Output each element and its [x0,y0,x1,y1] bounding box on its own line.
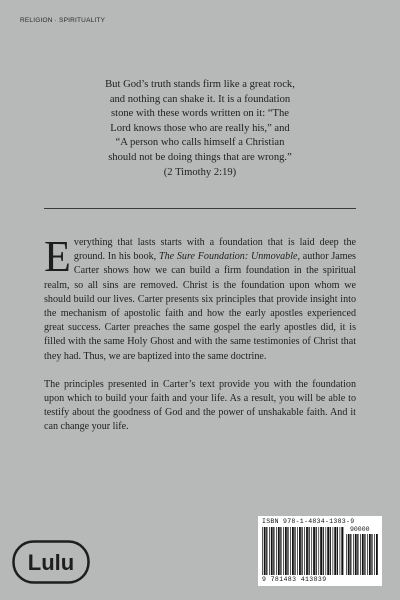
barcode-bar [290,527,291,575]
barcode-bar [283,527,284,575]
barcode-bar [262,527,263,575]
quote-line: should not be doing things that are wrong.” [108,151,292,163]
description-paragraph-1 [44,232,356,364]
scripture-quote [40,78,360,180]
book-description [44,232,356,449]
barcode-bar [374,534,375,575]
barcode-bar [364,534,365,575]
barcode-bar [337,527,338,575]
barcode-bar [269,527,270,575]
barcode-bar [264,527,266,575]
barcode-bar [294,527,295,575]
paragraph-text: author James Carter shows how we can build a firm foundation in the spiritual realm, so all sins are removed. Christ is the foundation upon whom we should build our lives. Carter presents six principles that provide insight into the mechanism of apostolic faith and how the early apostles experienced great success. Carter preaches the same gospel the early apostles did, it is filled with the same Holy Ghost and with the same testimonies of Christ that they had. Thus, we are baptized into the same doctrine. [44,251,356,362]
price-addon-text: 90000 [350,526,370,533]
barcode-bar [367,534,368,575]
barcode-bar [323,527,324,575]
barcode-bar [334,527,336,575]
barcode-digits: 9 781483 413839 [262,576,327,583]
description-paragraph-2: The principles presented in Carter’s text provide you with the foundation upon which to build your faith and your life. As a result, you will be able to testify about the goodness of God and the power of unshakable faith. And it can change your life. [44,378,356,433]
divider-line [44,208,356,209]
barcode-bar [346,534,347,575]
barcode-bar [266,527,267,575]
quote-line: Lord knows those who are really his,” and [110,122,290,134]
category-label: RELIGION · SPIRITUALITY [20,17,106,24]
lulu-logo-text: Lulu [27,550,75,575]
barcode-bar [350,534,351,575]
barcode-bar [353,534,354,575]
barcode-bar [327,527,329,575]
barcode-bar [369,534,371,575]
barcode-bar [341,527,343,575]
isbn-text: ISBN 978-1-4834-1383-9 [262,518,355,525]
book-title: The Sure Foundation: Unmovable, [158,251,301,263]
barcode-bar [313,527,315,575]
quote-line: “A person who calls himself a Christian [115,137,285,149]
barcode-bars [262,527,344,575]
barcode-bar [357,534,358,575]
barcode-bar [355,534,357,575]
barcode-bar [280,527,281,575]
barcode-bar [316,527,317,575]
barcode-bar [318,527,319,575]
barcode-bar [333,527,334,575]
barcode-bar [299,527,301,575]
barcode-bar [273,527,274,575]
barcode-bar [285,527,287,575]
barcode-bar [371,534,372,575]
barcode-bar [320,527,322,575]
paragraph-text: verything that lasts starts with a foundation that is laid deep the ground. In his book, [73,237,356,263]
barcode-bar [297,527,298,575]
barcode-bar [309,527,310,575]
barcode-bar [311,527,312,575]
quote-citation: (2 Timothy 2:19) [163,166,237,178]
barcode-bar [276,527,277,575]
lulu-logo [12,540,90,584]
barcode-bar [360,534,361,575]
isbn-barcode [258,516,382,586]
barcode-bar [362,534,364,575]
barcode-bar [348,534,350,575]
quote-line: stone with these words written on it: “The [111,108,289,120]
barcode-bar [376,534,378,575]
quote-line: But God’s truth stands firm like a great rock, [105,79,295,90]
drop-cap: E [44,232,71,281]
quote-line: and nothing can shake it. It is a foundation [109,93,291,105]
barcode-bar [292,527,294,575]
barcode-bar [306,527,308,575]
barcode-bar [301,527,302,575]
barcode-bar [330,527,331,575]
barcode-bar [271,527,273,575]
barcode-bar [340,527,341,575]
barcode-bar [278,527,280,575]
barcode-bar [287,527,288,575]
barcode-bar [304,527,305,575]
barcode-bar [325,527,326,575]
addon-barcode-bars [346,534,378,575]
